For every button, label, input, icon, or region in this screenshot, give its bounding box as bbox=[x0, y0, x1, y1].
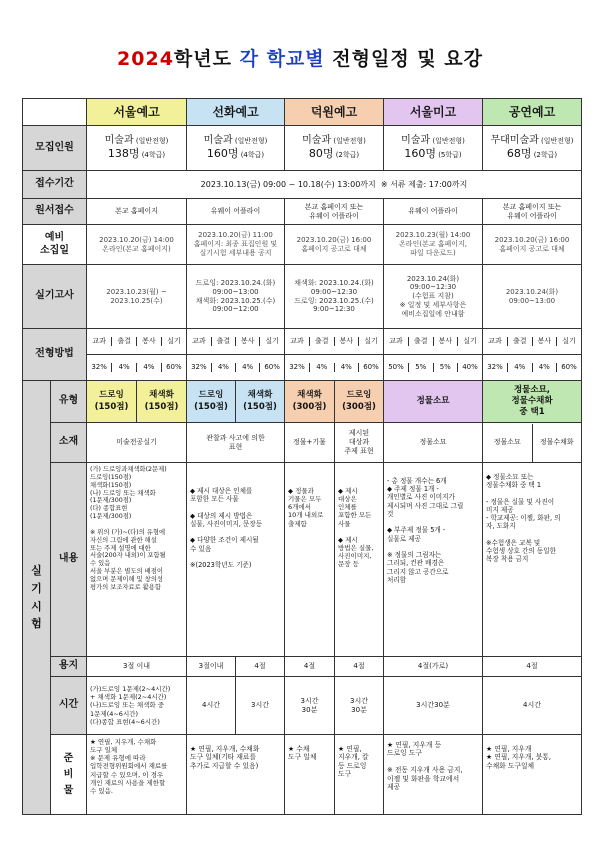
method-values-cell bbox=[483, 355, 582, 381]
method-values-subtable bbox=[483, 363, 581, 372]
type-row bbox=[23, 381, 582, 423]
recruit-cell bbox=[285, 126, 384, 171]
method-value: 5% bbox=[433, 363, 458, 372]
type-cell: 드로잉 (150점) bbox=[87, 381, 137, 423]
material-cell: 정물소묘 bbox=[384, 423, 483, 463]
method-cell bbox=[384, 329, 483, 355]
row-label: 시간 bbox=[51, 677, 87, 735]
method-header-subtable bbox=[87, 337, 186, 346]
method-values-row bbox=[23, 355, 582, 381]
row-label: 전형방법 bbox=[23, 329, 87, 381]
recruit-cell bbox=[483, 126, 582, 171]
dept: 미술과 bbox=[302, 134, 332, 146]
row-label: 유형 bbox=[51, 381, 87, 423]
method-header: 교과 bbox=[87, 337, 112, 346]
row-label: 예비 소집일 bbox=[23, 225, 87, 265]
method-header-subtable bbox=[384, 337, 482, 346]
method-header: 실기 bbox=[463, 337, 477, 346]
method-value: 4% bbox=[334, 363, 359, 372]
material-subtable bbox=[483, 424, 581, 462]
method-values-cell bbox=[87, 355, 187, 381]
classes: (5학급) bbox=[435, 151, 462, 160]
time-cell: 3시간 30분 bbox=[335, 677, 384, 735]
paper-cell: 4절 bbox=[483, 657, 582, 677]
content-cell: ◆ 제시 대상은 인체를 포함한 모든 사물 ◆ 제시 방법은 실물, 사진이미지, 문장 등 bbox=[335, 463, 384, 657]
pre-meeting-cell: 2023.10.20(금) 16:00 홈페이지 공고로 대체 bbox=[483, 225, 582, 265]
practical-cell: 2023.10.23(월) ~ 2023.10.25(수) bbox=[87, 265, 187, 329]
row-label: 원서접수 bbox=[23, 199, 87, 225]
method-header: 교과 bbox=[483, 337, 508, 346]
type-cell: 채색화 (300점) bbox=[285, 381, 335, 423]
method-header: 봉사 bbox=[236, 337, 260, 346]
prep-row bbox=[23, 735, 582, 815]
material-cell: 미술전공실기 bbox=[87, 423, 187, 463]
dept: 무대미술과 bbox=[490, 134, 539, 146]
method-header-subtable bbox=[483, 337, 581, 346]
prep-cell: ★ 연필, 지우개, 수채화 도구 일체 ※ 문제 유형에 따라 입학전형위원회에서 재료를 지급할 수 있으며, 이 경우 개인 재료의 사용을 제한할 수 있음. bbox=[87, 735, 187, 815]
school-header: 덕원예고 bbox=[285, 99, 384, 126]
practical-row bbox=[23, 265, 582, 329]
paper-row bbox=[23, 657, 582, 677]
method-value: 32% bbox=[285, 363, 310, 372]
method-value: 4% bbox=[211, 363, 235, 372]
method-value: 40% bbox=[462, 363, 478, 372]
row-label: 내용 bbox=[51, 463, 87, 657]
school-header: 서울미고 bbox=[384, 99, 483, 126]
paper-cell: 3절이내 bbox=[187, 657, 236, 677]
time-cell: 3시간 bbox=[236, 677, 285, 735]
count: 68명 bbox=[506, 147, 532, 161]
method-values-subtable bbox=[87, 363, 186, 372]
method-header: 실기 bbox=[167, 337, 181, 346]
method-cell bbox=[87, 329, 187, 355]
time-row bbox=[23, 677, 582, 735]
pre-meeting-row bbox=[23, 225, 582, 265]
method-cell bbox=[483, 329, 582, 355]
practical-cell: 드로잉: 2023.10.24.(화) 09:00~13:00 채색화: 2023.10.25.(수) 09:00~12:00 bbox=[187, 265, 285, 329]
count: 138명 bbox=[107, 147, 140, 161]
method-value: 4% bbox=[508, 363, 533, 372]
method-values-subtable bbox=[285, 363, 383, 372]
title-prefix: 학년도 bbox=[173, 48, 240, 70]
method-values-cell bbox=[187, 355, 285, 381]
recruit-cell bbox=[384, 126, 483, 171]
count: 160명 bbox=[404, 147, 436, 161]
apply-method-cell: 유웨이 어플라이 bbox=[384, 199, 483, 225]
dept: 미술과 bbox=[401, 134, 431, 146]
practical-cell: 채색화: 2023.10.24.(화) 09:00~12:30 드로잉: 2023.10.25.(수) 9:00~12:30 bbox=[285, 265, 384, 329]
method-cell bbox=[285, 329, 384, 355]
type-cell: 드로잉 (300점) bbox=[335, 381, 384, 423]
material-cell: 제시된 대상과 주제 표현 bbox=[335, 423, 384, 463]
row-label: 모집인원 bbox=[23, 126, 87, 171]
practical-exam-label: 실 기 시 험 bbox=[23, 381, 51, 815]
method-values-cell bbox=[285, 355, 384, 381]
type-cell: 정물소묘, 정물수채화 중 택1 bbox=[483, 381, 582, 423]
method-header: 출결 bbox=[310, 337, 335, 346]
time-cell: 3시간 30분 bbox=[285, 677, 335, 735]
method-header: 봉사 bbox=[433, 337, 458, 346]
material-item: 정물소묘 bbox=[483, 424, 532, 462]
prep-cell: ★ 연필, 지우개, 수채화 도구 일체(기타 재료를 추가로 지급할 수 있음) bbox=[187, 735, 285, 815]
classes: (2학급) bbox=[531, 151, 558, 160]
paper-cell: 4절 bbox=[335, 657, 384, 677]
type-cell: 채색화 (150점) bbox=[236, 381, 285, 423]
row-label: 소재 bbox=[51, 423, 87, 463]
recruit-cell bbox=[187, 126, 285, 171]
method-header: 봉사 bbox=[532, 337, 557, 346]
material-cell: 관찰과 사고에 의한 표현 bbox=[187, 423, 285, 463]
method-value: 4% bbox=[532, 363, 557, 372]
time-cell: 3시간30분 bbox=[384, 677, 483, 735]
prep-cell: ★ 연필, 지우개 ★ 연필, 지우개, 붓통, 수채화 도구일체 bbox=[483, 735, 582, 815]
content-row bbox=[23, 463, 582, 657]
method-values-cell bbox=[384, 355, 483, 381]
count: 160명 bbox=[206, 147, 239, 161]
recruit-cell bbox=[87, 126, 187, 171]
material-cell bbox=[483, 423, 582, 463]
type-cell: 채색화 (150점) bbox=[137, 381, 187, 423]
pre-meeting-cell: 2023.10.23(월) 14:00 온라인(본교 홈페이지, 파일 다운로드) bbox=[384, 225, 483, 265]
school-header: 서울예고 bbox=[87, 99, 187, 126]
method-value: 60% bbox=[363, 363, 379, 372]
title-year: 2024 bbox=[117, 48, 174, 70]
pre-meeting-cell: 2023.10.20(금) 16:00 홈페이지 공고로 대체 bbox=[285, 225, 384, 265]
method-header: 출결 bbox=[112, 337, 137, 346]
dept: 미술과 bbox=[104, 134, 134, 146]
method-header: 교과 bbox=[285, 337, 310, 346]
apply-note: ※ 서류 제출: 17:00까지 bbox=[380, 179, 468, 189]
apply-dates: 2023.10.13(금) 09:00 ~ 10.18(수) 13:00까지 bbox=[200, 179, 376, 189]
count: 80명 bbox=[308, 147, 334, 161]
content-cell: ◆ 정물소묘 또는 정물수채화 중 택 1 - 정물은 실물 및 사진이 미지 제공 - 학교제공: 이젤, 화판, 의 자, 도화지 ※수험생은 교복 및 수험생 상호 간의 동일한 복장 착용 금지 bbox=[483, 463, 582, 657]
method-value: 4% bbox=[112, 363, 137, 372]
method-header-row bbox=[23, 329, 582, 355]
material-item: 정물수채화 bbox=[539, 438, 574, 447]
method-header: 실기 bbox=[364, 337, 378, 346]
material-cell: 정물+기물 bbox=[285, 423, 335, 463]
method-header-subtable bbox=[285, 337, 383, 346]
recruit-row bbox=[23, 126, 582, 171]
method-value: 4% bbox=[310, 363, 335, 372]
prep-cell: ★ 연필, 지우개 등 드로잉 도구 ※ 전동 지우개 사용 금지, 이젤 및 화판을 학교에서 제공 bbox=[384, 735, 483, 815]
dept-note: (일반전형) bbox=[133, 136, 169, 145]
method-value: 4% bbox=[236, 363, 260, 372]
dept-note: (일반전형) bbox=[232, 136, 268, 145]
content-cell: ◆ 정물과 기물은 모두 6개에서 10개 내외로 출제함 bbox=[285, 463, 335, 657]
time-cell: 4시간 bbox=[187, 677, 236, 735]
page-title bbox=[0, 44, 600, 71]
method-header: 봉사 bbox=[137, 337, 162, 346]
prep-cell: ★ 연필, 지우개, 칼 등 드로잉 도구 bbox=[335, 735, 384, 815]
method-value: 60% bbox=[561, 363, 577, 372]
apply-method-cell: 본교 홈페이지 bbox=[87, 199, 187, 225]
method-value: 32% bbox=[483, 363, 508, 372]
method-value: 32% bbox=[87, 363, 112, 372]
dept-note: (일반전형) bbox=[430, 136, 465, 145]
time-cell: (가)드로잉 1문제(2~4시간) + 채색화 1문제(2~4시간) (나)드로잉 또는 채색화 중 1문제(4~6시간) (다)종합 표현(4~6시간) bbox=[87, 677, 187, 735]
method-values-subtable bbox=[384, 363, 482, 372]
method-header: 출결 bbox=[508, 337, 533, 346]
method-value: 5% bbox=[409, 363, 434, 372]
paper-cell: 4절(가로) bbox=[384, 657, 483, 677]
type-cell: 드로잉 (150점) bbox=[187, 381, 236, 423]
apply-method-cell: 본교 홈페이지 또는 유웨이 어플라이 bbox=[285, 199, 384, 225]
school-header: 선화예고 bbox=[187, 99, 285, 126]
practical-cell: 2023.10.24(화) 09:00~13:00 bbox=[483, 265, 582, 329]
pre-meeting-cell: 2023.10.20(금) 14:00 온라인(본교 홈페이지) bbox=[87, 225, 187, 265]
corner-cell bbox=[23, 99, 87, 126]
method-header: 실기 bbox=[265, 337, 279, 346]
method-header: 교과 bbox=[384, 337, 409, 346]
row-label: 용지 bbox=[51, 657, 87, 677]
dept-note: (일반전형) bbox=[331, 136, 366, 145]
title-highlight: 각 학교별 bbox=[239, 48, 325, 70]
row-label: 실기고사 bbox=[23, 265, 87, 329]
classes: (2학급) bbox=[333, 151, 360, 160]
pre-meeting-cell: 2023.10.20(금) 11:00 홈페이지: 최종 표집인원 및 실기시험 세부내용 공지 bbox=[187, 225, 285, 265]
paper-cell: 4절 bbox=[236, 657, 285, 677]
method-header: 봉사 bbox=[334, 337, 359, 346]
method-value: 60% bbox=[166, 363, 182, 372]
content-cell: - 총 정물 개수는 6개 ◆ 주제 정물 1개 - 개인별로 사진 이미지가 제시되며 사진 그대로 그릴 것 ◆ 부주제 정물 5개 - 실물로 제공 ※ 정물의 그림자는 그리되, 컨관 배경은 그리지 않고 공간으로 처리함 bbox=[384, 463, 483, 657]
paper-cell: 3절 이내 bbox=[87, 657, 187, 677]
paper-cell: 4절 bbox=[285, 657, 335, 677]
row-label: 준 비 물 bbox=[51, 735, 87, 815]
apply-method-cell: 본교 홈페이지 또는 유웨이 어플라이 bbox=[483, 199, 582, 225]
practical-cell: 2023.10.24(화) 09:00~12:30 (수험표 지참) ※ 일정 및 세부사항은 예비소집일에 안내함 bbox=[384, 265, 483, 329]
prep-cell: ★ 수채 도구 일체 bbox=[285, 735, 335, 815]
row-label: 접수기간 bbox=[23, 171, 87, 199]
dept: 미술과 bbox=[203, 134, 233, 146]
method-value: 4% bbox=[137, 363, 162, 372]
classes: (4학급) bbox=[238, 151, 265, 160]
schedule-table bbox=[22, 98, 582, 815]
apply-period-cell bbox=[87, 171, 582, 199]
content-cell: ◆ 제시 대상은 인체를 포함한 모든 사물 ◆ 대상의 제시 방법은 실물, 사진이미지, 문장등 ◆ 다양한 조건이 제시될 수 있음 ※(2023학년도 기준) bbox=[187, 463, 285, 657]
material-row bbox=[23, 423, 582, 463]
time-cell: 4시간 bbox=[483, 677, 582, 735]
school-header-row bbox=[23, 99, 582, 126]
method-header: 출결 bbox=[211, 337, 235, 346]
classes: (4학급) bbox=[139, 151, 166, 160]
method-values-subtable bbox=[187, 363, 284, 372]
title-suffix: 전형일정 및 요강 bbox=[324, 48, 483, 70]
method-header: 출결 bbox=[409, 337, 434, 346]
method-cell bbox=[187, 329, 285, 355]
content-cell: (가) 드로잉과채색화(2문제) 드로잉(150점) 채색화(150점) (나) 드로잉 또는 채색화 (1문제/300점) (다) 종합표현 (1문제/300점) ※ 위의 (가)~(다)의 유형에 자신의 그림에 관한 해설 또는 주제 설명에 대한 서술(200자 내외)이 포함될 수 있음 서울 부분은 별도의 배점이 없으며 문제이해 및 창의성 평가의 보조자료로 활용함 bbox=[87, 463, 187, 657]
method-header-subtable bbox=[187, 337, 284, 346]
school-header: 공연예고 bbox=[483, 99, 582, 126]
method-header: 실기 bbox=[562, 337, 576, 346]
dept-note: (일반전형) bbox=[538, 136, 574, 145]
type-cell: 정물소묘 bbox=[384, 381, 483, 423]
apply-method-row bbox=[23, 199, 582, 225]
method-value: 32% bbox=[187, 363, 211, 372]
method-value: 60% bbox=[264, 363, 280, 372]
method-header: 교과 bbox=[187, 337, 211, 346]
method-value: 50% bbox=[384, 363, 409, 372]
apply-period-row bbox=[23, 171, 582, 199]
apply-method-cell: 유웨이 어플라이 bbox=[187, 199, 285, 225]
